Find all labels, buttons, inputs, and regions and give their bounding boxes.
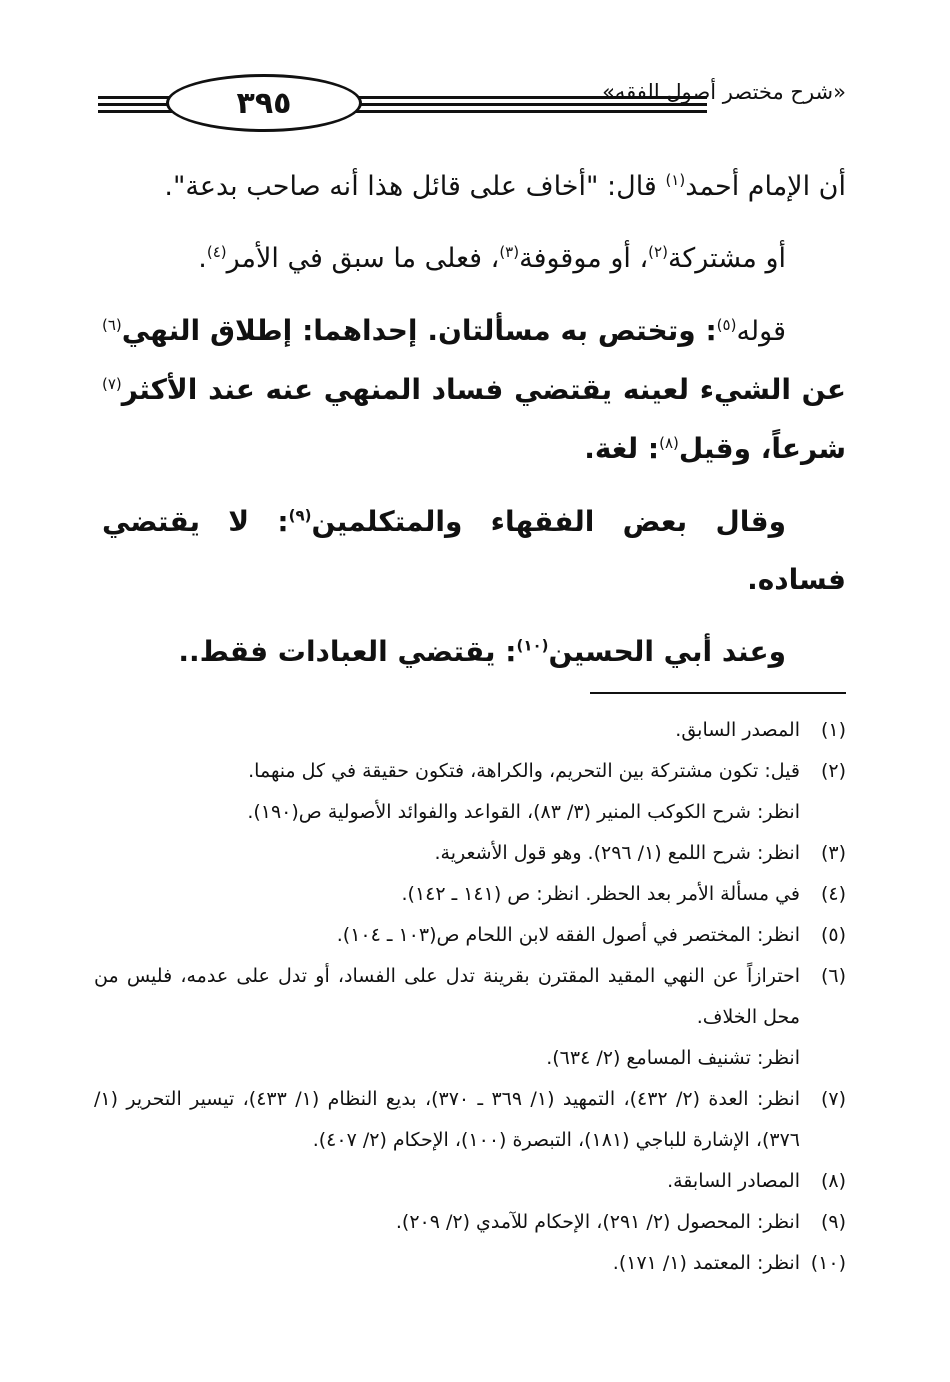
footnote-number: (٣) (820, 842, 846, 864)
footnote-text (94, 874, 800, 915)
footnote-line: احترازاً عن النهي المقيد المقترن بقرينة تدل على الفساد، أو تدل على عدمه، فليس من محل الخلاف. (94, 965, 800, 1028)
footnote-number: (٢) (820, 760, 846, 782)
footnote-ref[interactable]: (١) (665, 171, 686, 189)
footnote-item (94, 915, 846, 956)
text-run-bold: وعند أبي الحسين (548, 635, 786, 668)
footnote-line: المصادر السابقة. (667, 1170, 800, 1192)
footnote-line: المصدر السابق. (675, 719, 800, 741)
text-run: أو مشتركة (667, 243, 786, 274)
footnote-line: انظر: تشنيف المسامع (٢/ ٦٣٤). (546, 1047, 800, 1069)
footnote-ref[interactable]: (٦) (102, 316, 122, 334)
footnote-ref[interactable]: (٨) (659, 434, 679, 452)
footnote-line: انظر: العدة (٢/ ٤٣٢)، التمهيد (١/ ٣٦٩ ـ ٣٧٠)، بديع النظام (١/ ٤٣٣)، تيسير التحرير (١/ ٣٧٦)، الإشارة للباجي (١٨١)، التبصرة (١٠٠)، الإحكام (٢/ ٤٠٧). (94, 1088, 800, 1151)
footnote-line: انظر: المختصر في أصول الفقه لابن اللحام ص(١٠٣ ـ ١٠٤). (336, 924, 800, 946)
footnote-item (94, 1202, 846, 1243)
paragraph-5 (102, 623, 846, 681)
footnote-ref[interactable]: (٣) (499, 243, 520, 261)
footnote-text (94, 751, 800, 833)
footnote-item (94, 833, 846, 874)
text-run: أن الإمام أحمد (685, 171, 846, 202)
footnote-number: (٩) (820, 1211, 846, 1233)
footnote-item (94, 710, 846, 751)
footnote-line: انظر: شرح اللمع (١/ ٢٩٦). وهو قول الأشعرية. (434, 842, 800, 864)
footnote-ref[interactable]: (٤) (206, 243, 227, 261)
footnote-text (94, 915, 800, 956)
footnote-text (94, 1243, 800, 1284)
footnote-line: في مسألة الأمر بعد الحظر. انظر: ص (١٤١ ـ ١٤٢). (401, 883, 800, 905)
paragraph-1 (102, 158, 846, 216)
paragraph-4 (102, 493, 846, 609)
footnote-text (94, 1202, 800, 1243)
text-run: ، فعلى ما سبق في الأمر (226, 243, 500, 274)
text-run: ، أو موقوفة (519, 243, 649, 274)
footnote-ref[interactable]: (٧) (102, 375, 122, 393)
footnote-ref[interactable]: (٩) (288, 506, 312, 525)
footnote-number: (١) (820, 719, 846, 741)
footnotes (94, 710, 846, 1284)
footnote-ref[interactable]: (٢) (648, 243, 668, 261)
footnote-number: (٧) (820, 1088, 846, 1110)
footnote-ref[interactable]: (١٠) (516, 636, 549, 655)
footnote-number: (٥) (820, 924, 846, 946)
text-run-bold: شرعاً، وقيل (678, 432, 846, 465)
text-run-bold: عن الشيء لعينه يقتضي فساد المنهي عنه عند الأكثر (121, 373, 846, 406)
footnote-number: (١٠) (810, 1252, 846, 1274)
footnote-item (94, 956, 846, 1079)
footnote-number: (٨) (820, 1170, 846, 1192)
footnote-number: (٦) (820, 965, 846, 987)
footnote-ref[interactable]: (٥) (716, 316, 737, 334)
footnote-separator (590, 692, 846, 694)
page-header (98, 70, 846, 140)
footnote-text (94, 1161, 800, 1202)
text-run-bold: : لغة. (584, 432, 660, 465)
footnote-item (94, 751, 846, 833)
text-run-bold: : لا يقتضي فساده. (102, 505, 846, 596)
footnote-text (94, 833, 800, 874)
footnote-item (94, 1079, 846, 1161)
text-run: قوله (736, 316, 786, 347)
header-rule (352, 110, 707, 113)
text-run-bold: وقال بعض الفقهاء والمتكلمين (311, 505, 786, 538)
footnote-line: انظر: المعتمد (١/ ١٧١). (612, 1252, 800, 1274)
paragraph-3 (102, 302, 846, 479)
footnote-line: انظر: المحصول (٢/ ٢٩١)، الإحكام للآمدي (٢/ ٢٠٩). (395, 1211, 800, 1233)
footnote-item (94, 1161, 846, 1202)
text-run-bold: : وتختص به مسألتان. إحداهما: إطلاق النهي (121, 314, 717, 347)
footnote-line: انظر: شرح الكوكب المنير (٣/ ٨٣)، القواعد والفوائد الأصولية ص(١٩٠). (247, 801, 800, 823)
main-text (102, 158, 846, 695)
text-run: قال: "أخاف على قائل هذا أنه صاحب بدعة". (164, 171, 666, 202)
footnote-item (94, 874, 846, 915)
running-title: «شرح مختصر أصول الفقه» (602, 80, 846, 104)
text-run: . (198, 243, 207, 274)
text-run-bold: : يقتضي العبادات فقط.. (178, 635, 517, 668)
footnote-text (94, 956, 800, 1079)
paragraph-2 (102, 230, 846, 288)
footnote-line: قيل: تكون مشتركة بين التحريم، والكراهة، فتكون حقيقة في كل منهما. (248, 760, 800, 782)
footnote-item (94, 1243, 846, 1284)
footnote-number: (٤) (820, 883, 846, 905)
page-number: ٣٩٥ (166, 74, 362, 132)
footnote-text (94, 1079, 800, 1161)
footnote-text (94, 710, 800, 751)
